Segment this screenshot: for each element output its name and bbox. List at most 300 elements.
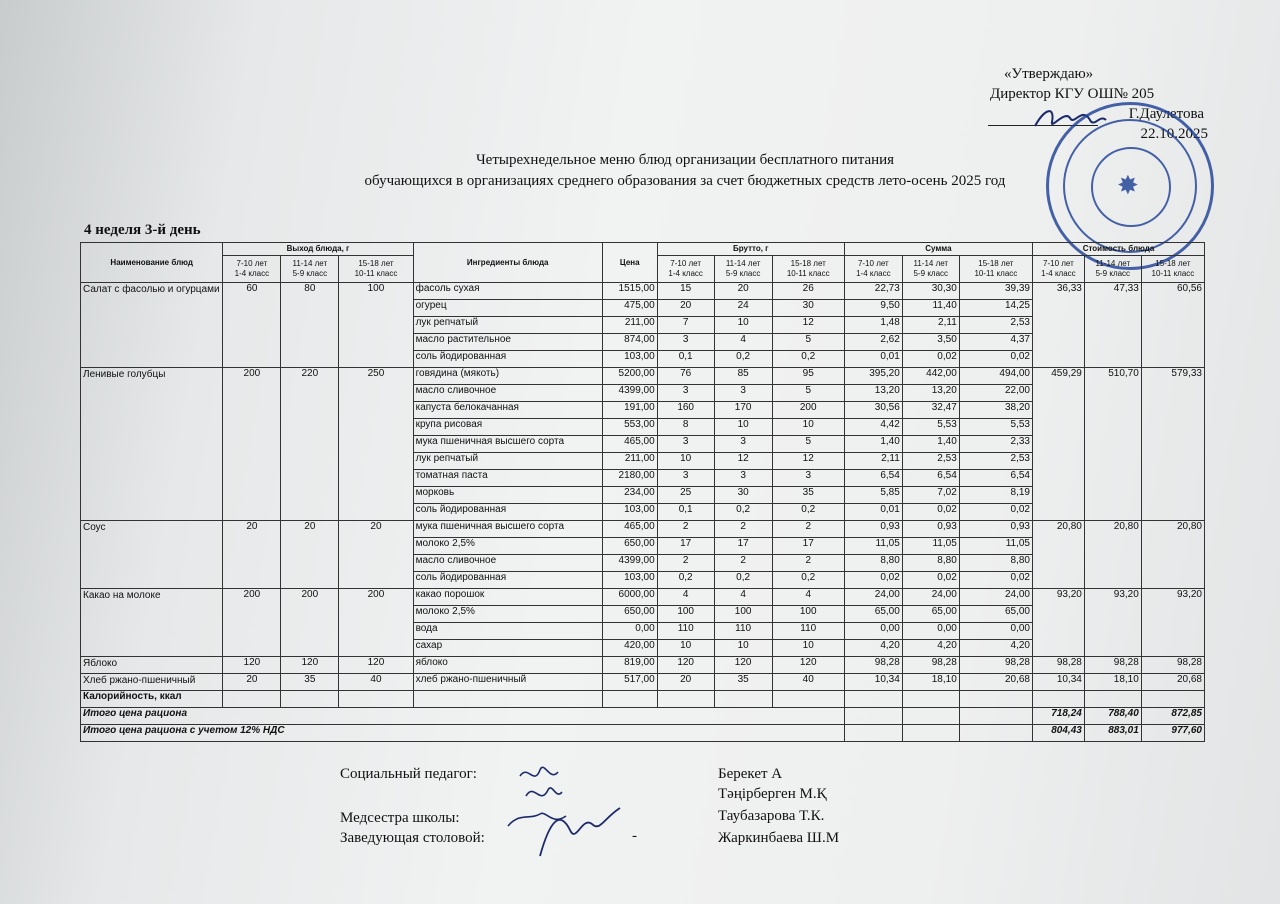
ingredient-price: 475,00 <box>602 300 657 317</box>
brutto-value: 2 <box>657 555 714 572</box>
class-label: 10-11 класс <box>354 269 398 278</box>
brutto-value: 4 <box>657 589 714 606</box>
brutto-value: 24 <box>714 300 772 317</box>
ingredient-price: 5200,00 <box>602 368 657 385</box>
sum-value: 13,20 <box>902 385 959 402</box>
dish-yield: 20 <box>281 521 339 589</box>
ingredient-price: 211,00 <box>602 317 657 334</box>
ingredient-price: 234,00 <box>602 487 657 504</box>
dish-name: Соус <box>81 521 223 589</box>
star-icon: ✸ <box>1117 171 1139 200</box>
empty-cell <box>1084 691 1141 708</box>
ingredient-name: фасоль сухая <box>413 283 602 300</box>
brutto-value: 15 <box>657 283 714 300</box>
sum-value: 65,00 <box>959 606 1032 623</box>
ingredient-price: 553,00 <box>602 419 657 436</box>
ingredient-name: мука пшеничная высшего сорта <box>413 521 602 538</box>
brutto-value: 26 <box>772 283 844 300</box>
sum-value: 2,53 <box>959 453 1032 470</box>
brutto-value: 3 <box>714 385 772 402</box>
sum-value: 395,20 <box>844 368 902 385</box>
class-label: 5-9 класс <box>1095 269 1131 278</box>
dish-cost: 60,56 <box>1141 283 1204 368</box>
brutto-value: 10 <box>772 419 844 436</box>
brutto-value: 100 <box>714 606 772 623</box>
sum-value: 2,11 <box>844 453 902 470</box>
sum-value: 1,40 <box>902 436 959 453</box>
brutto-value: 160 <box>657 402 714 419</box>
brutto-value: 3 <box>657 334 714 351</box>
ingredient-name: крупа рисовая <box>413 419 602 436</box>
dish-cost: 20,80 <box>1032 521 1084 589</box>
total-vat-row-label: Итого цена рациона с учетом 12% НДС <box>81 725 845 742</box>
empty-cell <box>281 691 339 708</box>
title-line2: обучающихся в организациях среднего образования за счет бюджетных средств лето-осень 2025 год <box>364 173 1006 189</box>
dish-yield: 120 <box>339 657 413 674</box>
dish-cost: 93,20 <box>1141 589 1204 657</box>
class-label: 10-11 класс <box>1151 269 1195 278</box>
empty-cell <box>902 708 959 725</box>
approve-line2: Директор КГУ ОШ№ 205 <box>990 86 1155 102</box>
dish-cost: 18,10 <box>1084 674 1141 691</box>
ingredient-name: масло растительное <box>413 334 602 351</box>
canteen-signature <box>530 800 630 864</box>
sum-value: 8,80 <box>959 555 1032 572</box>
age-group-header <box>1084 256 1141 283</box>
brutto-value: 30 <box>714 487 772 504</box>
ingredient-price: 191,00 <box>602 402 657 419</box>
brutto-value: 3 <box>657 436 714 453</box>
brutto-value: 30 <box>772 300 844 317</box>
brutto-value: 0,2 <box>772 504 844 521</box>
sum-value: 0,00 <box>844 623 902 640</box>
brutto-value: 110 <box>772 623 844 640</box>
brutto-value: 3 <box>772 470 844 487</box>
brutto-value: 4 <box>714 589 772 606</box>
sum-value: 0,00 <box>902 623 959 640</box>
total-row-value: 788,40 <box>1084 708 1141 725</box>
brutto-value: 5 <box>772 334 844 351</box>
sum-value: 11,40 <box>902 300 959 317</box>
sum-value: 14,25 <box>959 300 1032 317</box>
sum-value: 0,02 <box>902 351 959 368</box>
ingredient-price: 420,00 <box>602 640 657 657</box>
ingredient-name: масло сливочное <box>413 385 602 402</box>
nurse-name: Таубазарова Т.К. <box>718 808 825 824</box>
sum-value: 0,93 <box>844 521 902 538</box>
dish-yield: 60 <box>223 283 281 368</box>
dish-cost: 510,70 <box>1084 368 1141 521</box>
brutto-value: 120 <box>772 657 844 674</box>
sum-value: 0,02 <box>844 572 902 589</box>
second-name: Тәңірберген М.Қ <box>718 786 827 802</box>
brutto-value: 20 <box>714 283 772 300</box>
age-label: 15-18 лет <box>790 259 826 268</box>
class-label: 5-9 класс <box>913 269 949 278</box>
sum-value: 4,37 <box>959 334 1032 351</box>
dish-cost: 20,80 <box>1141 521 1204 589</box>
class-label: 1-4 класс <box>668 269 703 278</box>
dish-cost: 20,68 <box>1141 674 1204 691</box>
sum-value: 8,80 <box>844 555 902 572</box>
age-group-header <box>223 256 281 283</box>
ingredient-price: 103,00 <box>602 572 657 589</box>
brutto-value: 25 <box>657 487 714 504</box>
table-row <box>81 589 1205 606</box>
brutto-value: 100 <box>657 606 714 623</box>
title-line1: Четырехнедельное меню блюд организации бесплатного питания <box>475 152 895 168</box>
dish-yield: 20 <box>223 521 281 589</box>
sum-value: 1,40 <box>844 436 902 453</box>
header-yield: Выход блюда, г <box>223 243 413 256</box>
sum-value: 442,00 <box>902 368 959 385</box>
ingredient-name: соль йодированная <box>413 351 602 368</box>
empty-cell <box>844 725 902 742</box>
age-group-header <box>1141 256 1204 283</box>
total-row-value: 872,85 <box>1141 708 1204 725</box>
sum-value: 5,85 <box>844 487 902 504</box>
empty-cell <box>902 725 959 742</box>
dish-yield: 100 <box>339 283 413 368</box>
brutto-value: 12 <box>714 453 772 470</box>
sum-value: 8,80 <box>902 555 959 572</box>
brutto-value: 3 <box>714 436 772 453</box>
brutto-value: 10 <box>772 640 844 657</box>
header-cost: Стоимость блюда <box>1032 243 1204 256</box>
ingredient-price: 4399,00 <box>602 555 657 572</box>
total-row-label: Итого цена рациона <box>81 708 845 725</box>
sum-value: 11,05 <box>902 538 959 555</box>
sum-value: 24,00 <box>844 589 902 606</box>
ingredient-name: лук репчатый <box>413 317 602 334</box>
age-label: 7-10 лет <box>670 259 702 268</box>
age-label: 11-14 лет <box>1095 259 1131 268</box>
header-ingredients: Ингредиенты блюда <box>413 243 602 283</box>
ingredient-price: 650,00 <box>602 606 657 623</box>
empty-cell <box>714 691 772 708</box>
age-label: 15-18 лет <box>978 259 1014 268</box>
social-pedagogue-name: Берекет А <box>718 766 783 782</box>
age-group-header <box>844 256 902 283</box>
table-row <box>81 283 1205 300</box>
menu-table-body <box>81 283 1205 742</box>
dish-yield: 20 <box>339 521 413 589</box>
age-label: 11-14 лет <box>725 259 761 268</box>
dish-name: Ленивые голубцы <box>81 368 223 521</box>
ingredient-name: соль йодированная <box>413 572 602 589</box>
dish-cost: 579,33 <box>1141 368 1204 521</box>
ingredient-price: 6000,00 <box>602 589 657 606</box>
dish-cost: 93,20 <box>1032 589 1084 657</box>
sum-value: 2,11 <box>902 317 959 334</box>
sum-value: 22,73 <box>844 283 902 300</box>
brutto-value: 8 <box>657 419 714 436</box>
class-label: 10-11 класс <box>974 269 1018 278</box>
nurse-role: Медсестра школы: <box>340 810 460 826</box>
class-label: 1-4 класс <box>1041 269 1076 278</box>
age-group-header <box>772 256 844 283</box>
ingredient-price: 4399,00 <box>602 385 657 402</box>
brutto-value: 0,2 <box>714 572 772 589</box>
brutto-value: 10 <box>714 640 772 657</box>
ingredient-name: соль йодированная <box>413 504 602 521</box>
sum-value: 8,19 <box>959 487 1032 504</box>
age-label: 15-18 лет <box>1155 259 1191 268</box>
ingredient-name: какао порошок <box>413 589 602 606</box>
dish-yield: 200 <box>281 589 339 657</box>
ingredient-name: масло сливочное <box>413 555 602 572</box>
table-row <box>81 521 1205 538</box>
ingredient-name: вода <box>413 623 602 640</box>
ingredient-name: лук репчатый <box>413 453 602 470</box>
sum-value: 4,20 <box>844 640 902 657</box>
sum-value: 20,68 <box>959 674 1032 691</box>
canteen-head-name: Жаркинбаева Ш.М <box>718 830 840 846</box>
sum-value: 30,30 <box>902 283 959 300</box>
sum-value: 3,50 <box>902 334 959 351</box>
sum-value: 0,93 <box>902 521 959 538</box>
sum-value: 6,54 <box>902 470 959 487</box>
total-vat-row-value: 804,43 <box>1032 725 1084 742</box>
sum-value: 2,53 <box>959 317 1032 334</box>
brutto-value: 12 <box>772 317 844 334</box>
empty-cell <box>959 708 1032 725</box>
dish-cost: 36,33 <box>1032 283 1084 368</box>
ingredient-price: 465,00 <box>602 521 657 538</box>
sum-value: 1,48 <box>844 317 902 334</box>
ingredient-price: 103,00 <box>602 504 657 521</box>
ingredient-name: молоко 2,5% <box>413 538 602 555</box>
sum-value: 0,93 <box>959 521 1032 538</box>
dish-yield: 200 <box>339 589 413 657</box>
week-label: 4 неделя 3-й день <box>84 222 201 238</box>
brutto-value: 2 <box>714 521 772 538</box>
ingredient-name: капуста белокачанная <box>413 402 602 419</box>
ingredient-price: 874,00 <box>602 334 657 351</box>
brutto-value: 2 <box>714 555 772 572</box>
sum-value: 2,53 <box>902 453 959 470</box>
sum-value: 5,53 <box>902 419 959 436</box>
brutto-value: 110 <box>657 623 714 640</box>
dish-yield: 200 <box>223 589 281 657</box>
sum-value: 494,00 <box>959 368 1032 385</box>
header-brutto: Брутто, г <box>657 243 844 256</box>
sum-value: 22,00 <box>959 385 1032 402</box>
sum-value: 4,20 <box>902 640 959 657</box>
brutto-value: 20 <box>657 300 714 317</box>
brutto-value: 17 <box>772 538 844 555</box>
brutto-value: 3 <box>714 470 772 487</box>
dish-yield: 220 <box>281 368 339 521</box>
ingredient-price: 465,00 <box>602 436 657 453</box>
dish-name: Какао на молоке <box>81 589 223 657</box>
brutto-value: 10 <box>657 640 714 657</box>
ingredient-name: яблоко <box>413 657 602 674</box>
canteen-dash: - <box>632 828 637 844</box>
approve-line1: «Утверждаю» <box>1004 66 1094 82</box>
menu-table <box>80 242 1205 742</box>
table-row <box>81 368 1205 385</box>
age-group-header <box>339 256 413 283</box>
age-label: 7-10 лет <box>1043 259 1074 268</box>
empty-cell <box>602 691 657 708</box>
brutto-value: 3 <box>657 470 714 487</box>
age-group-header <box>959 256 1032 283</box>
sum-value: 6,54 <box>959 470 1032 487</box>
ingredient-name: мука пшеничная высшего сорта <box>413 436 602 453</box>
brutto-value: 76 <box>657 368 714 385</box>
brutto-value: 10 <box>714 317 772 334</box>
dish-name: Салат с фасолью и огурцами <box>81 283 223 368</box>
dish-cost: 10,34 <box>1032 674 1084 691</box>
brutto-value: 0,2 <box>772 351 844 368</box>
ingredient-name: хлеб ржано-пшеничный <box>413 674 602 691</box>
dish-yield: 120 <box>223 657 281 674</box>
ingredient-price: 2180,00 <box>602 470 657 487</box>
dish-yield: 20 <box>223 674 281 691</box>
age-group-header <box>281 256 339 283</box>
age-group-header <box>714 256 772 283</box>
approve-line4: 22.10.2025 <box>1140 126 1208 142</box>
age-group-header <box>1032 256 1084 283</box>
sum-value: 98,28 <box>844 657 902 674</box>
sum-value: 9,50 <box>844 300 902 317</box>
dish-name: Яблоко <box>81 657 223 674</box>
ingredient-price: 103,00 <box>602 351 657 368</box>
empty-cell <box>339 691 413 708</box>
empty-cell <box>959 725 1032 742</box>
sum-value: 7,02 <box>902 487 959 504</box>
brutto-value: 4 <box>772 589 844 606</box>
header-dish: Наименование блюд <box>81 243 223 283</box>
brutto-value: 0,1 <box>657 351 714 368</box>
sum-value: 0,02 <box>959 351 1032 368</box>
dish-name: Хлеб ржано-пшеничный <box>81 674 223 691</box>
brutto-value: 10 <box>714 419 772 436</box>
class-label: 10-11 класс <box>786 269 830 278</box>
sum-value: 4,20 <box>959 640 1032 657</box>
dish-cost: 20,80 <box>1084 521 1141 589</box>
brutto-value: 7 <box>657 317 714 334</box>
brutto-value: 120 <box>657 657 714 674</box>
table-row <box>81 657 1205 674</box>
dish-cost: 98,28 <box>1084 657 1141 674</box>
brutto-value: 0,2 <box>657 572 714 589</box>
empty-cell <box>844 691 902 708</box>
canteen-head-role: Заведующая столовой: <box>340 830 485 846</box>
class-label: 5-9 класс <box>725 269 761 278</box>
empty-cell <box>772 691 844 708</box>
empty-cell <box>1032 691 1084 708</box>
brutto-value: 40 <box>772 674 844 691</box>
brutto-value: 2 <box>657 521 714 538</box>
sum-value: 0,00 <box>959 623 1032 640</box>
age-group-header <box>657 256 714 283</box>
brutto-value: 5 <box>772 385 844 402</box>
dish-yield: 40 <box>339 674 413 691</box>
ingredient-name: томатная паста <box>413 470 602 487</box>
sum-value: 98,28 <box>902 657 959 674</box>
sum-value: 32,47 <box>902 402 959 419</box>
brutto-value: 85 <box>714 368 772 385</box>
class-label: 1-4 класс <box>856 269 891 278</box>
dish-yield: 80 <box>281 283 339 368</box>
ingredient-name: сахар <box>413 640 602 657</box>
sum-value: 5,53 <box>959 419 1032 436</box>
age-label: 7-10 лет <box>236 259 268 268</box>
sum-value: 0,01 <box>844 504 902 521</box>
ingredient-price: 0,00 <box>602 623 657 640</box>
brutto-value: 12 <box>772 453 844 470</box>
brutto-value: 35 <box>714 674 772 691</box>
brutto-value: 95 <box>772 368 844 385</box>
dish-cost: 98,28 <box>1032 657 1084 674</box>
brutto-value: 4 <box>714 334 772 351</box>
table-row <box>81 674 1205 691</box>
dish-yield: 200 <box>223 368 281 521</box>
dish-cost: 47,33 <box>1084 283 1141 368</box>
sum-value: 0,01 <box>844 351 902 368</box>
sum-value: 2,62 <box>844 334 902 351</box>
sum-value: 11,05 <box>959 538 1032 555</box>
brutto-value: 0,2 <box>714 504 772 521</box>
empty-cell <box>413 691 602 708</box>
ingredient-name: огурец <box>413 300 602 317</box>
ingredient-name: молоко 2,5% <box>413 606 602 623</box>
sum-value: 4,42 <box>844 419 902 436</box>
sum-value: 98,28 <box>959 657 1032 674</box>
brutto-value: 2 <box>772 521 844 538</box>
brutto-value: 5 <box>772 436 844 453</box>
header-price: Цена <box>602 243 657 283</box>
brutto-value: 17 <box>657 538 714 555</box>
sum-value: 38,20 <box>959 402 1032 419</box>
ingredient-price: 211,00 <box>602 453 657 470</box>
brutto-value: 100 <box>772 606 844 623</box>
brutto-value: 0,1 <box>657 504 714 521</box>
ingredient-name: говядина (мякоть) <box>413 368 602 385</box>
sum-value: 10,34 <box>844 674 902 691</box>
brutto-value: 35 <box>772 487 844 504</box>
total-row-value: 718,24 <box>1032 708 1084 725</box>
brutto-value: 200 <box>772 402 844 419</box>
total-vat-row <box>81 725 1205 742</box>
age-label: 11-14 лет <box>913 259 949 268</box>
class-label: 1-4 класс <box>234 269 270 278</box>
total-row <box>81 708 1205 725</box>
document-title <box>290 150 1080 192</box>
brutto-value: 2 <box>772 555 844 572</box>
ingredient-name: морковь <box>413 487 602 504</box>
sum-value: 39,39 <box>959 283 1032 300</box>
empty-cell <box>223 691 281 708</box>
dish-yield: 250 <box>339 368 413 521</box>
empty-cell <box>1141 691 1204 708</box>
dish-cost: 459,29 <box>1032 368 1084 521</box>
age-label: 15-18 лет <box>358 259 394 268</box>
sum-value: 65,00 <box>902 606 959 623</box>
sum-value: 6,54 <box>844 470 902 487</box>
age-group-header <box>902 256 959 283</box>
brutto-value: 17 <box>714 538 772 555</box>
dish-yield: 120 <box>281 657 339 674</box>
sum-value: 0,02 <box>959 572 1032 589</box>
sum-value: 65,00 <box>844 606 902 623</box>
brutto-value: 170 <box>714 402 772 419</box>
brutto-value: 10 <box>657 453 714 470</box>
sum-value: 0,02 <box>902 572 959 589</box>
age-label: 7-10 лет <box>857 259 889 268</box>
